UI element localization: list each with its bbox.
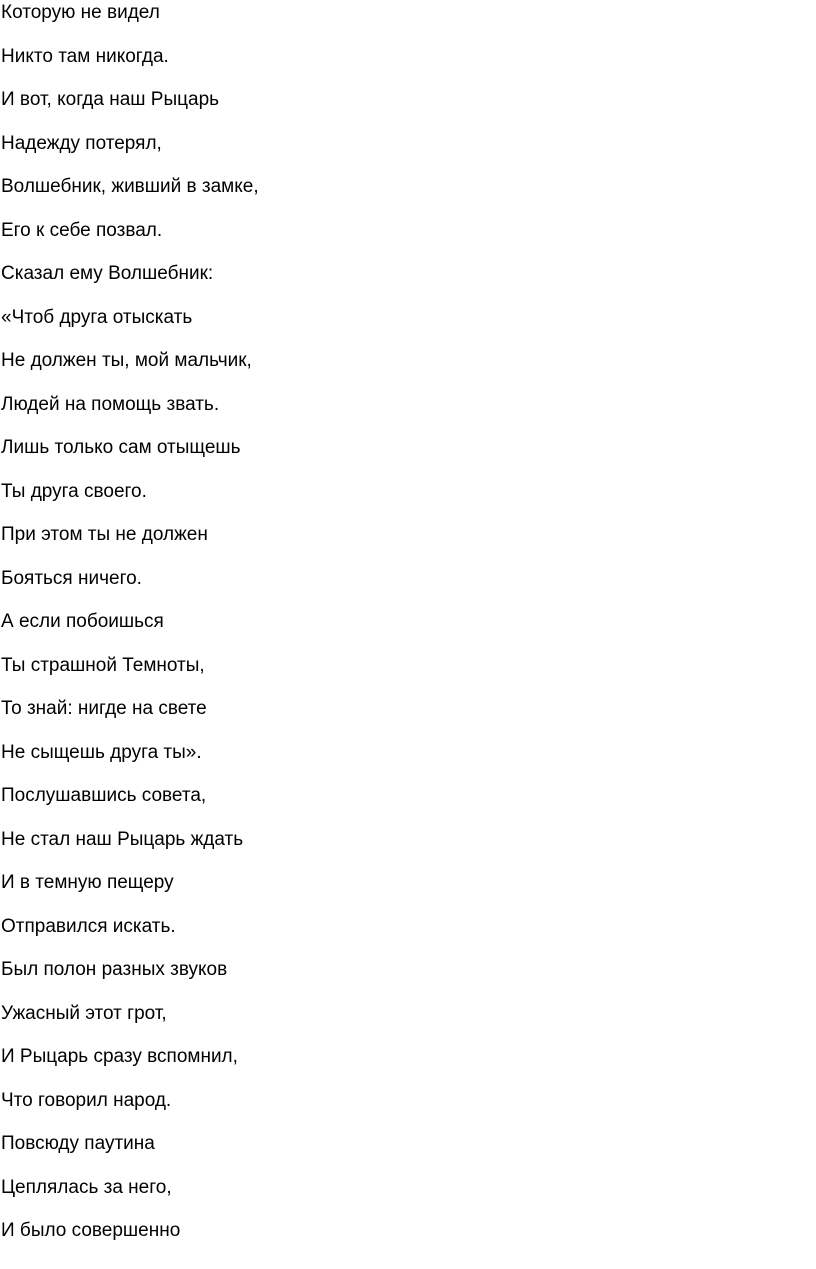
poem-line: Никто там никогда. [1,46,169,67]
poem-line: И было совершенно [1,1220,181,1241]
poem-line: И в темную пещеру [1,872,174,893]
poem-line: Людей на помощь звать. [1,394,220,415]
poem-line: И Рыцарь сразу вспомнил, [1,1046,238,1067]
poem-line: Что говорил народ. [1,1090,172,1111]
poem-line: Сказал ему Волшебник: [1,263,214,284]
poem-line: Послушавшись совета, [1,785,207,806]
poem-line: Был полон разных звуков [1,959,228,980]
poem-line: Волшебник, живший в замке, [1,176,259,197]
poem-line: Которую не видел [1,2,160,23]
poem-line: Ужасный этот грот, [1,1003,167,1024]
poem-line: Не сыщешь друга ты». [1,742,202,763]
poem-line: Бояться ничего. [1,568,142,589]
poem-line: Ты друга своего. [1,481,147,502]
poem-line: Отправился искать. [1,916,176,937]
poem-line: Надежду потерял, [1,133,162,154]
poem-line: Цеплялась за него, [1,1177,172,1198]
poem-line: Лишь только сам отыщешь [1,437,241,458]
poem-line: И вот, когда наш Рыцарь [1,89,220,110]
poem-line: Ты страшной Темноты, [1,655,205,676]
poem-line: То знай: нигде на свете [1,698,207,719]
poem-line: При этом ты не должен [1,524,208,545]
poem-line: Не стал наш Рыцарь ждать [1,829,244,850]
poem-line: «Чтоб друга отыскать [1,307,193,328]
poem-line: А если побоишься [1,611,164,632]
poem-line: Повсюду паутина [1,1133,155,1154]
poem-line: Не должен ты, мой мальчик, [1,350,252,371]
poem-line: Его к себе позвал. [1,220,163,241]
